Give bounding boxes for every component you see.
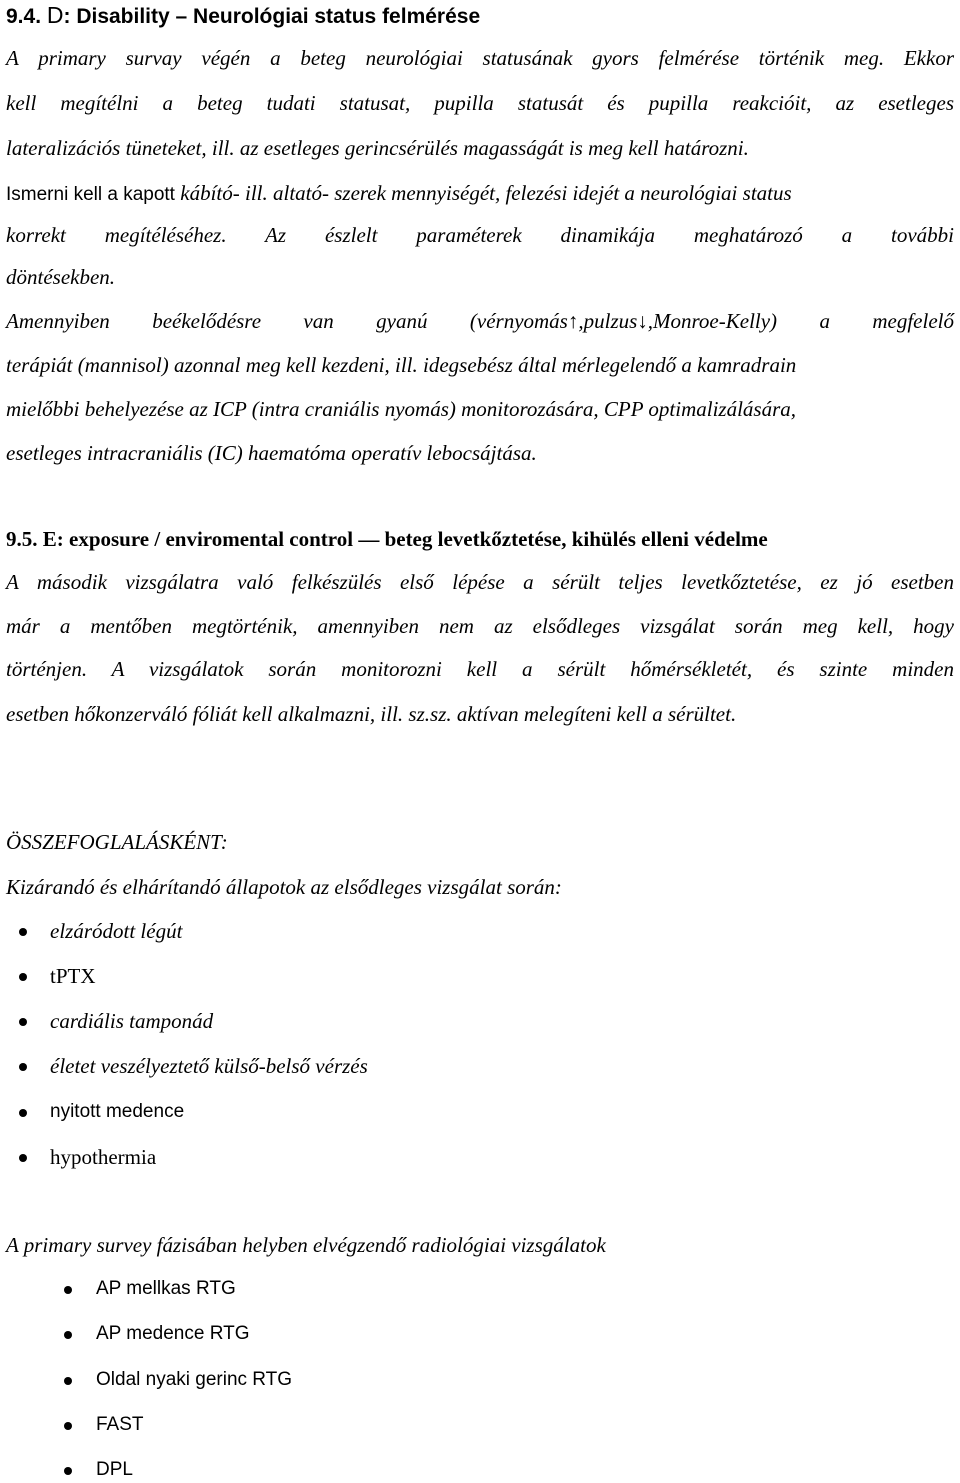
list-item: Oldal nyaki gerinc RTG (96, 1369, 293, 1390)
list-item: hypothermia (50, 1145, 157, 1169)
heading-letter: D (46, 2, 64, 28)
paragraph-line: A második vizsgálatra való felkészülés első lépése a sérült teljes levetkőztetése, ez jó esetben (6, 570, 954, 594)
bullet-icon (19, 1063, 27, 1071)
list-item: elzáródott légút (50, 919, 183, 943)
paragraph-line: kell megítélni a beteg tudati statusat, pupilla statusát és pupilla reakcióit, az esetleges (6, 91, 954, 115)
bullet-icon (19, 1154, 27, 1162)
summary-title: ÖSSZEFOGLALÁSKÉNT: (6, 830, 228, 854)
bullet-icon (19, 928, 27, 936)
bullet-icon (64, 1331, 72, 1339)
paragraph-line: mielőbbi behelyezése az ICP (intra craniális nyomás) monitorozására, CPP optimalizálására, (6, 397, 797, 421)
list-item: AP medence RTG (96, 1323, 250, 1344)
paragraph-line (6, 180, 792, 208)
list-item: AP mellkas RTG (96, 1278, 236, 1299)
list-item: tPTX (50, 964, 96, 988)
bullet-icon (19, 1109, 27, 1117)
bullet-icon (19, 973, 27, 981)
list-item: FAST (96, 1414, 144, 1435)
paragraph-line: A primary survay végén a beteg neurológiai statusának gyors felmérése történik meg. Ekkor (6, 46, 954, 70)
list-item: nyitott medence (50, 1101, 185, 1122)
bullet-icon (19, 1018, 27, 1026)
text-run: kábító- ill. altató- szerek mennyiségét, felezési idejét a neurológiai status (180, 181, 792, 205)
list-item: DPL (96, 1459, 133, 1480)
paragraph-line: Amennyiben beékelődésre van gyanú (vérnyomás↑,pulzus↓,Monroe-Kelly) a megfelelő (6, 309, 954, 333)
bullet-icon (64, 1377, 72, 1385)
paragraph-line: lateralizációs tüneteket, ill. az esetleges gerincsérülés magasságát is meg kell határozni. (6, 136, 749, 160)
paragraph-line: már a mentőben megtörténik, amennyiben nem az elsődleges vizsgálat során meg kell, hogy (6, 614, 954, 638)
text-run: Ismerni kell a kapott (6, 184, 181, 205)
section-e-heading: 9.5. E: exposure / enviromental control — beteg levetkőztetése, kihülés elleni védelme (6, 527, 768, 551)
paragraph-line: döntésekben. (6, 265, 116, 289)
bullet-icon (64, 1467, 72, 1475)
paragraph-line: történjen. A vizsgálatok során monitorozni kell a sérült hőmérsékletét, és szinte minden (6, 657, 954, 681)
summary-subtitle: Kizárandó és elhárítandó állapotok az elsődleges vizsgálat során: (6, 875, 562, 899)
heading-number: 9.4. (6, 5, 47, 28)
heading-title: : Disability – Neurológiai status felmérése (63, 5, 481, 28)
list-item: cardiális tamponád (50, 1009, 214, 1033)
paragraph-line: korrekt megítéléséhez. Az észlelt paraméterek dinamikája meghatározó a további (6, 223, 954, 247)
bullet-icon (64, 1422, 72, 1430)
bullet-icon (64, 1286, 72, 1294)
paragraph-line: esetben hőkonzerváló fóliát kell alkalmazni, ill. sz.sz. aktívan melegíteni kell a sérültet. (6, 702, 737, 726)
section-d-heading (6, 2, 480, 30)
list-item: életet veszélyeztető külső-belső vérzés (50, 1054, 368, 1078)
paragraph-line: esetleges intracraniális (IC) haematóma operatív lebocsájtása. (6, 441, 537, 465)
radiology-title: A primary survey fázisában helyben elvégzendő radiológiai vizsgálatok (6, 1233, 606, 1257)
paragraph-line: terápiát (mannisol) azonnal meg kell kezdeni, ill. idegsebész által mérlegelendő a kamradrain (6, 353, 797, 377)
